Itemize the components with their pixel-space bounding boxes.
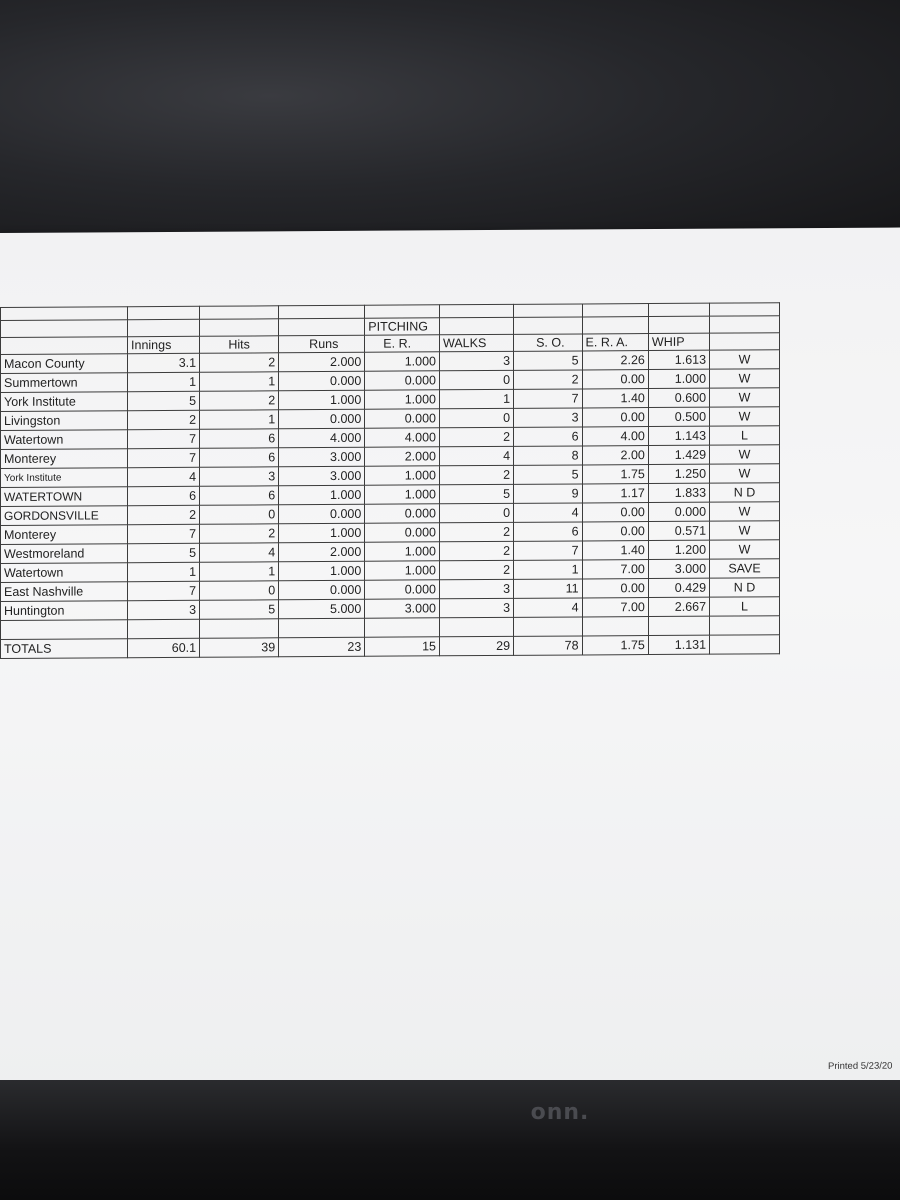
hits-cell: 2 xyxy=(200,524,279,543)
whip-cell: 1.000 xyxy=(648,369,709,388)
team-cell: Watertown xyxy=(1,430,128,450)
whip-cell: 1.833 xyxy=(648,483,709,502)
result-cell: W xyxy=(710,502,780,521)
whip-cell: 1.429 xyxy=(648,445,709,464)
walks-cell: 3 xyxy=(439,579,513,598)
hits-cell: 6 xyxy=(200,448,279,467)
innings-cell: 7 xyxy=(128,448,200,467)
runs-cell: 0.000 xyxy=(279,580,365,600)
result-cell: W xyxy=(710,369,780,388)
team-cell: Westmoreland xyxy=(1,544,128,564)
result-cell: W xyxy=(710,540,780,559)
so-cell: 5 xyxy=(514,465,582,484)
era-cell: 1.17 xyxy=(582,484,648,503)
totals-walks: 29 xyxy=(439,636,513,655)
runs-header: Runs xyxy=(279,335,365,353)
er-cell: 4.000 xyxy=(365,428,440,447)
innings-cell: 7 xyxy=(128,524,200,543)
innings-cell: 3 xyxy=(128,600,200,619)
runs-cell: 5.000 xyxy=(279,599,365,619)
hits-cell: 2 xyxy=(200,353,279,372)
whip-cell: 1.200 xyxy=(648,540,709,559)
team-cell: Watertown xyxy=(1,563,128,583)
innings-cell: 2 xyxy=(128,505,200,524)
era-cell: 0.00 xyxy=(582,579,648,598)
era-cell: 0.00 xyxy=(582,408,648,427)
whip-cell: 0.000 xyxy=(648,502,709,521)
so-cell: 1 xyxy=(514,560,582,579)
innings-header: Innings xyxy=(128,336,200,353)
hits-header: Hits xyxy=(200,336,279,353)
er-cell: 1.000 xyxy=(365,542,440,561)
era-cell: 0.00 xyxy=(582,503,648,522)
so-cell: 8 xyxy=(514,446,582,465)
so-cell: 2 xyxy=(514,370,582,389)
so-cell: 4 xyxy=(514,598,582,617)
totals-er: 15 xyxy=(365,637,440,656)
team-cell: Livingston xyxy=(1,411,128,431)
team-cell: WATERTOWN xyxy=(1,487,128,507)
whip-cell: 1.143 xyxy=(648,426,709,445)
runs-cell: 1.000 xyxy=(279,561,365,581)
walks-cell: 5 xyxy=(439,484,513,503)
walks-cell: 0 xyxy=(439,370,513,389)
runs-cell: 3.000 xyxy=(279,447,365,467)
era-cell: 4.00 xyxy=(582,427,648,446)
runs-cell: 0.000 xyxy=(279,409,365,429)
er-cell: 2.000 xyxy=(365,447,440,466)
team-cell: GORDONSVILLE xyxy=(1,506,128,526)
innings-cell: 3.1 xyxy=(128,353,200,372)
result-cell: W xyxy=(710,388,780,407)
er-cell: 3.000 xyxy=(365,599,440,618)
pitching-stats-table xyxy=(0,302,780,659)
hits-cell: 2 xyxy=(200,391,279,410)
innings-cell: 1 xyxy=(128,562,200,581)
totals-runs: 23 xyxy=(279,637,365,657)
result-cell: W xyxy=(710,464,780,483)
totals-hits: 39 xyxy=(200,638,279,657)
result-cell: N D xyxy=(710,578,780,597)
innings-cell: 1 xyxy=(128,372,200,391)
result-cell: W xyxy=(710,521,780,540)
whip-cell: 2.667 xyxy=(648,597,709,616)
team-cell: East Nashville xyxy=(1,582,128,602)
so-cell: 11 xyxy=(514,579,582,598)
er-cell: 1.000 xyxy=(365,485,440,504)
totals-label: TOTALS xyxy=(1,639,128,659)
era-cell: 1.40 xyxy=(582,541,648,560)
totals-whip: 1.131 xyxy=(648,635,709,654)
er-cell: 0.000 xyxy=(365,504,440,523)
innings-cell: 4 xyxy=(128,467,200,486)
whip-cell: 1.250 xyxy=(648,464,709,483)
result-cell: W xyxy=(710,445,780,464)
so-header: S. O. xyxy=(514,334,582,351)
era-cell: 1.40 xyxy=(582,389,648,408)
hits-cell: 0 xyxy=(200,581,279,600)
team-cell: York Institute xyxy=(1,392,128,412)
so-cell: 4 xyxy=(514,503,582,522)
result-cell: W xyxy=(710,407,780,426)
er-cell: 0.000 xyxy=(365,580,440,599)
hits-cell: 4 xyxy=(200,543,279,562)
hits-cell: 1 xyxy=(200,410,279,429)
er-cell: 0.000 xyxy=(365,523,440,542)
totals-so: 78 xyxy=(514,636,582,655)
runs-cell: 0.000 xyxy=(279,504,365,524)
walks-cell: 2 xyxy=(439,541,513,560)
runs-cell: 2.000 xyxy=(279,542,365,562)
walks-cell: 3 xyxy=(439,598,513,617)
innings-cell: 5 xyxy=(128,543,200,562)
whip-cell: 0.429 xyxy=(648,578,709,597)
whip-cell: 0.571 xyxy=(648,521,709,540)
monitor-bezel-bottom xyxy=(0,1080,900,1200)
era-cell: 7.00 xyxy=(582,598,648,617)
whip-cell: 0.500 xyxy=(648,407,709,426)
team-cell: Monterey xyxy=(1,525,128,545)
result-cell: N D xyxy=(710,483,780,502)
stats-sheet xyxy=(0,302,780,659)
whip-cell: 0.600 xyxy=(648,388,709,407)
so-cell: 6 xyxy=(514,522,582,541)
innings-cell: 6 xyxy=(128,486,200,505)
result-cell: SAVE xyxy=(710,559,780,578)
innings-cell: 2 xyxy=(128,410,200,429)
era-cell: 1.75 xyxy=(582,465,648,484)
er-cell: 0.000 xyxy=(365,371,440,390)
printed-sheet xyxy=(0,228,900,1098)
totals-innings: 60.1 xyxy=(128,638,200,657)
hits-cell: 1 xyxy=(200,562,279,581)
hits-cell: 3 xyxy=(200,467,279,486)
printed-date: Printed 5/23/20 xyxy=(828,1060,893,1072)
era-cell: 2.26 xyxy=(582,351,648,370)
so-cell: 3 xyxy=(514,408,582,427)
walks-cell: 1 xyxy=(439,389,513,408)
result-cell: W xyxy=(710,350,780,369)
era-cell: 2.00 xyxy=(582,446,648,465)
hits-cell: 5 xyxy=(200,600,279,619)
innings-cell: 7 xyxy=(128,581,200,600)
er-cell: 1.000 xyxy=(365,561,440,580)
walks-cell: 2 xyxy=(439,522,513,541)
runs-cell: 1.000 xyxy=(279,485,365,505)
era-cell: 0.00 xyxy=(582,370,648,389)
innings-cell: 7 xyxy=(128,429,200,448)
runs-cell: 1.000 xyxy=(279,390,365,410)
era-cell: 0.00 xyxy=(582,522,648,541)
walks-cell: 0 xyxy=(439,408,513,427)
runs-cell: 2.000 xyxy=(279,352,365,372)
runs-cell: 0.000 xyxy=(279,371,365,391)
team-cell: Summertown xyxy=(1,373,128,393)
pitching-group-header: PITCHING xyxy=(365,318,440,335)
hits-cell: 0 xyxy=(200,505,279,524)
so-cell: 9 xyxy=(514,484,582,503)
innings-cell: 5 xyxy=(128,391,200,410)
whip-header: WHIP xyxy=(648,333,709,350)
er-cell: 1.000 xyxy=(365,390,440,409)
walks-cell: 0 xyxy=(439,503,513,522)
result-cell: L xyxy=(710,597,780,616)
so-cell: 7 xyxy=(514,389,582,408)
er-header: E. R. xyxy=(365,335,440,352)
runs-cell: 3.000 xyxy=(279,466,365,486)
team-cell: Huntington xyxy=(1,601,128,621)
monitor-bezel-top xyxy=(0,0,900,240)
team-cell: York Institute xyxy=(1,468,128,488)
monitor-brand-logo: onn. xyxy=(530,1100,590,1125)
totals-era: 1.75 xyxy=(582,636,648,655)
era-cell: 7.00 xyxy=(582,560,648,579)
runs-cell: 4.000 xyxy=(279,428,365,448)
walks-cell: 3 xyxy=(439,351,513,370)
hits-cell: 6 xyxy=(200,429,279,448)
team-cell: Macon County xyxy=(1,354,128,374)
so-cell: 5 xyxy=(514,351,582,370)
walks-cell: 2 xyxy=(439,427,513,446)
so-cell: 6 xyxy=(514,427,582,446)
era-header: E. R. A. xyxy=(582,334,648,351)
result-cell: L xyxy=(710,426,780,445)
whip-cell: 1.613 xyxy=(648,350,709,369)
hits-cell: 1 xyxy=(200,372,279,391)
er-cell: 1.000 xyxy=(365,466,440,485)
runs-cell: 1.000 xyxy=(279,523,365,543)
walks-header: WALKS xyxy=(439,334,513,351)
walks-cell: 2 xyxy=(439,560,513,579)
so-cell: 7 xyxy=(514,541,582,560)
whip-cell: 3.000 xyxy=(648,559,709,578)
totals-row xyxy=(1,635,780,659)
walks-cell: 4 xyxy=(439,446,513,465)
hits-cell: 6 xyxy=(200,486,279,505)
er-cell: 0.000 xyxy=(365,409,440,428)
walks-cell: 2 xyxy=(439,465,513,484)
team-cell: Monterey xyxy=(1,449,128,469)
er-cell: 1.000 xyxy=(365,352,440,371)
